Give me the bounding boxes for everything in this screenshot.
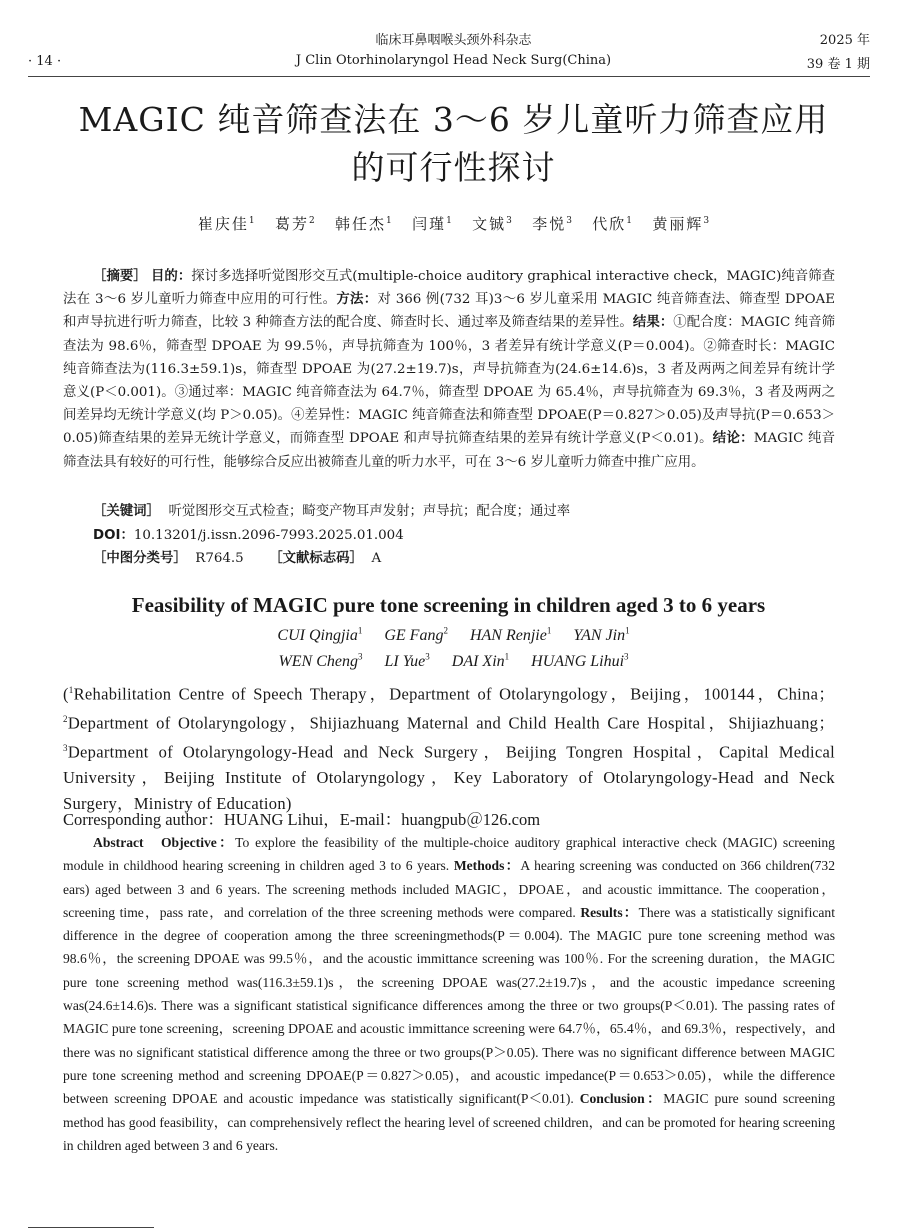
author-en: YAN Jin$^1$ — [573, 626, 630, 645]
author-list-cn — [0, 213, 907, 234]
keywords-label: ［关键词］ — [93, 504, 160, 519]
doc-code-label: ［文献标志码］ — [269, 551, 363, 566]
affiliation-2: Department of Otolaryngology，Shijiazhuang Maternal and Child Health Care Hospital，Shijiazhuang； — [67, 713, 835, 733]
issue-year: 2025 年 — [819, 33, 870, 48]
results-cn: ①配合度：MAGIC 纯音筛查法为 98.6％，筛查型 DPOAE 为 99.5％，声导抗筛查为 100％，3 者差异有统计学意义(P＝0.004)。②筛查时长：MAGIC 纯音筛查法为(116.3±59.1)s，筛查型 DPOAE 为(27.2±19.7)s，声导抗筛查为(24.6±14.6)s，3 者及两两之间差异有统计学意义(P＜0.001)。③通过率：MAGIC 纯音筛查法为 64.7％，筛查型 DPOAE 为 65.4％，声导抗筛查为 69.3％，3 者及两两之间差异均无统计学意义(均 P＞0.05)。④差异性：MAGIC 纯音筛查法和筛查型 DPOAE(P＝0.827＞0.05)及声导抗(P＝0.653＞0.05)筛查结果的差异无统计学意义，而筛查型 DPOAE 和声导抗筛查结果的差异有统计学意义(P＜0.01)。 — [63, 315, 835, 447]
issue-volume: 39 卷 1 期 — [806, 57, 870, 72]
author-en: DAI Xin$^1$ — [451, 652, 510, 671]
objective-cn-label: 目的： — [151, 269, 192, 284]
methods-cn-label: 方法： — [336, 292, 378, 308]
author-list-en-line-1 — [0, 626, 907, 645]
journal-name-en: J Clin Otorhinolaryngol Head Neck Surg(China) — [295, 53, 612, 68]
author-en: LI Yue$^3$ — [384, 652, 430, 671]
journal-name-cn: 临床耳鼻咽喉头颈外科杂志 — [375, 33, 532, 48]
doi-value[interactable]: 10.13201/j.issn.2096-7993.2025.01.004 — [133, 528, 404, 543]
results-en: There was a statistically significant difference in the degree of cooperation among the three screeningmethods(P＝0.004). The MAGIC pure tone screening method was 98.6％，the screening DPOAE was 99.5％，and the acoustic immittance screening was 100％. For the screening duration，the MAGIC pure tone screening method was(116.3±59.1)s，the screening DPOAE was(27.2±19.7)s，and the acoustic impedance screening was(24.6±14.6)s. There was a significant statistical significance differences among the three or two groups(P＜0.01). The passing rates of MAGIC pure tone screening，screening DPOAE and acoustic immittance screening were 64.7％，65.4％，and 69.3％，respectively，and there was no significant statistical difference among the three or two groups(P＞0.05). There was no significant difference between MAGIC pure tone screening method and screening DPOAE(P＝0.827＞0.05)，and acoustic impedance(P＝0.653＞0.05)，while the difference between screening DPOAE and acoustic impedance was statistically significant(P＜0.01). — [63, 904, 836, 1107]
title-cn-line-1: MAGIC 纯音筛查法在 3～6 岁儿童听力筛查应用 — [78, 100, 829, 139]
affiliation-1: Rehabilitation Centre of Speech Therapy，Department of Otolaryngology，Beijing，100144，China； — [73, 684, 835, 704]
corresponding-author: Corresponding author：HUANG Lihui，E-mail：huangpub＠126.com — [63, 810, 541, 829]
author-en: HAN Renjie$^1$ — [469, 626, 552, 645]
author-cn: 韩任杰$^1$ — [335, 215, 392, 233]
methods-en: A hearing screening was conducted on 366 children(732 ears) aged between 3 and 6 years. The screening methods included MAGIC，DPOAE，and acoustic immittance. The cooperation，screening time，pass rate，and correlation of the three screening methods were compared. — [63, 858, 835, 920]
author-list-en-line-2 — [0, 652, 907, 671]
classification-value: R764.5 — [195, 551, 244, 566]
author-cn: 黄丽辉$^3$ — [652, 215, 710, 233]
author-cn: 崔庆佳$^1$ — [197, 215, 255, 233]
footnote-divider — [28, 1227, 154, 1228]
page-number: · 14 · — [28, 54, 62, 69]
results-en-label: Results： — [580, 904, 639, 920]
classification-label: ［中图分类号］ — [93, 551, 187, 566]
doi-label: DOI： — [93, 528, 134, 543]
author-en: CUI Qingjia$^1$ — [277, 626, 363, 645]
affiliations: ($^1$Rehabilitation Centre of Speech Therapy，Department of Otolaryngology，Beijing，100144，China；$^2$Department of Otolaryngology，Shijiazhuang Maternal and Child Health Care Hospital，Shijiazhuang；$^3$Department of Otolaryngology-Head and Neck Surgery，Beijing Tongren Hospital，Capital Medical University，Beijing Institute of Otolaryngology，Key Laboratory of Otolaryngology-Head and Neck Surgery，Ministry of Education) — [63, 684, 835, 813]
conclusion-cn: MAGIC 纯音筛查法具有较好的可行性，能够综合反应出被筛查儿童的听力水平，可在 3～6 岁儿童听力筛查中推广应用。 — [63, 431, 836, 470]
article-title-cn — [40, 96, 867, 192]
author-cn: 闫瑾$^1$ — [412, 215, 452, 233]
objective-cn: 探讨多选择听觉图形交互式(multiple-choice auditory graphical interactive check，MAGIC)纯音筛查法在 3～6 岁儿童听力筛查中应用的可行性。 — [63, 269, 836, 308]
keywords-line — [93, 500, 570, 519]
abstract-cn — [63, 265, 835, 474]
author-cn: 文铖$^3$ — [472, 215, 512, 233]
abstract-en-label: Abstract — [93, 835, 144, 850]
abstract-cn-label: ［摘要］ — [93, 269, 147, 284]
author-cn: 葛芳$^2$ — [274, 215, 315, 233]
classification-line — [93, 547, 381, 566]
methods-cn: 对 366 例(732 耳)3～6 岁儿童采用 MAGIC 纯音筛查法、筛查型 DPOAE 和声导抗进行听力筛查，比较 3 种筛查方法的配合度、筛查时长、通过率及筛查结果的差异性。 — [63, 292, 835, 331]
header-divider — [28, 76, 870, 77]
doi-line — [93, 524, 404, 543]
doc-code-value: A — [371, 551, 382, 566]
affiliation-3: Department of Otolaryngology-Head and Neck Surgery，Beijing Tongren Hospital，Capital Medical University，Beijing Institute of Otolaryngology，Key Laboratory of Otolaryngology-Head and Neck Surgery，Ministry of Education) — [63, 742, 835, 813]
conclusion-en: MAGIC pure sound screening method has good feasibility，can comprehensively reflect the hearing level of screened children，and can be promoted for hearing screening in children aged between 3 and 6 years. — [63, 1091, 836, 1153]
conclusion-cn-label: 结论： — [712, 431, 754, 447]
title-cn-line-2: 的可行性探讨 — [351, 148, 556, 187]
keywords: 听觉图形交互式检查；畸变产物耳声发射；声导抗；配合度；通过率 — [168, 504, 571, 519]
methods-en-label: Methods： — [453, 858, 521, 874]
author-en: WEN Cheng$^3$ — [278, 652, 363, 671]
author-cn: 李悦$^3$ — [532, 215, 572, 233]
abstract-en — [63, 831, 835, 1157]
article-title-en: Feasibility of MAGIC pure tone screening in children aged 3 to 6 years — [131, 593, 766, 617]
results-cn-label: 结果： — [632, 315, 674, 331]
objective-en-label: Objective： — [160, 835, 236, 850]
author-en: HUANG Lihui$^3$ — [531, 652, 629, 671]
conclusion-en-label: Conclusion： — [579, 1091, 664, 1107]
objective-en: To explore the feasibility of the multiple-choice auditory graphical interactive check (MAGIC) screening module in childhood hearing screening in children aged 3 to 6 years. — [63, 835, 835, 874]
author-en: GE Fang$^2$ — [384, 626, 448, 645]
author-cn: 代欣$^1$ — [592, 215, 633, 233]
